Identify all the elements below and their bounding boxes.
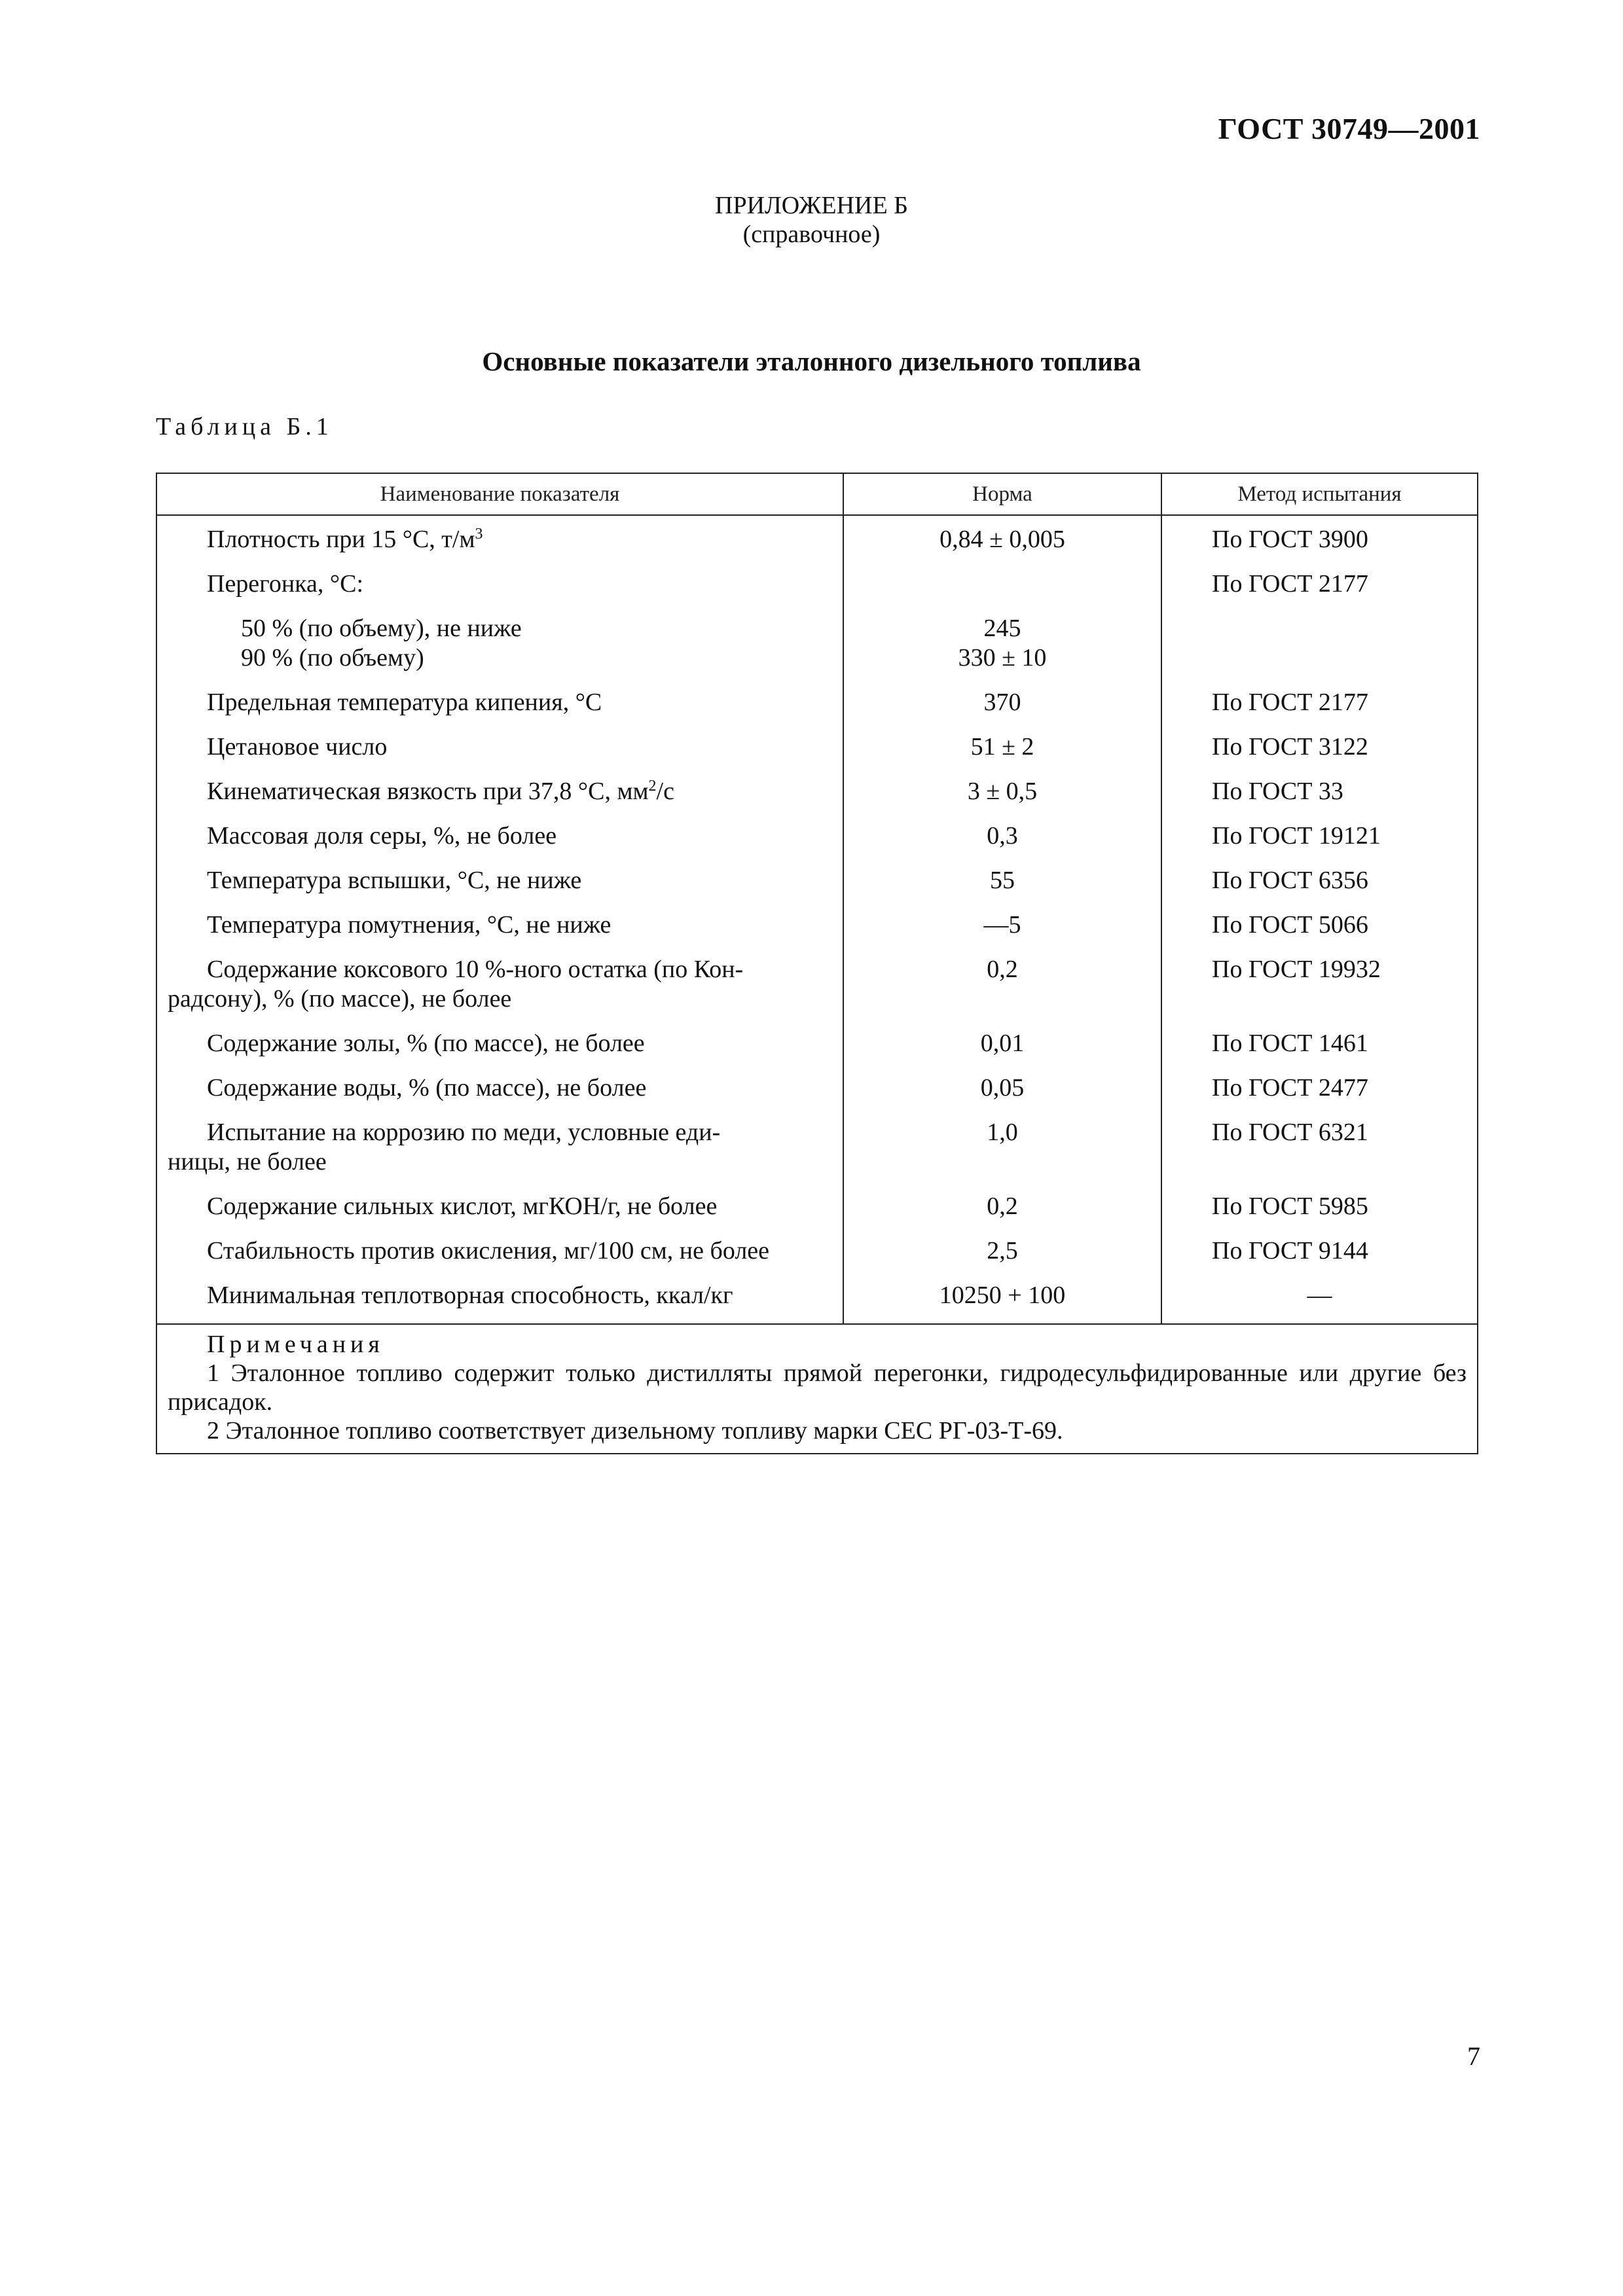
- row-norm: 51 ± 2: [843, 725, 1161, 770]
- table-row: [157, 859, 1477, 903]
- row-norm: 0,84 ± 0,005: [843, 515, 1161, 562]
- row-norm: —5: [843, 903, 1161, 948]
- row-norm: 0,01: [843, 1022, 1161, 1066]
- row-name: Перегонка, °С:: [207, 570, 364, 598]
- table-row: [157, 770, 1477, 814]
- row-norm: 370: [843, 681, 1161, 725]
- table-row: [157, 1022, 1477, 1066]
- row-method: По ГОСТ 19932: [1161, 948, 1477, 1022]
- table-row: [157, 1185, 1477, 1229]
- row-name: 50 % (по объему), не ниже 90 % (по объему): [241, 615, 522, 672]
- row-name: Массовая доля серы, %, не более: [207, 822, 557, 850]
- row-method: По ГОСТ 6321: [1161, 1111, 1477, 1185]
- fuel-properties-table: [156, 473, 1478, 1454]
- table-row: [157, 1229, 1477, 1274]
- row-method: По ГОСТ 3900: [1161, 515, 1477, 562]
- row-norm: 0,2: [843, 1185, 1161, 1229]
- table-row: [157, 948, 1477, 1022]
- row-norm: 0,3: [843, 814, 1161, 859]
- row-name: Содержание сильных кислот, мгКОН/г, не более: [207, 1193, 718, 1220]
- row-method: —: [1161, 1274, 1477, 1323]
- row-name: Предельная температура кипения, °С: [207, 689, 602, 716]
- note-item: 2 Эталонное топливо соответствует дизельному топливу марки СЕС РГ-03-Т-69.: [207, 1417, 1063, 1444]
- row-name: Температура помутнения, °С, не ниже: [207, 911, 611, 939]
- table-label: Таблица Б.1: [156, 413, 333, 440]
- row-method: По ГОСТ 1461: [1161, 1022, 1477, 1066]
- row-method: По ГОСТ 5066: [1161, 903, 1477, 948]
- row-method: По ГОСТ 6356: [1161, 859, 1477, 903]
- appendix-subtitle: (справочное): [742, 221, 881, 248]
- row-name: Стабильность против окисления, мг/100 см, не более: [207, 1237, 770, 1265]
- row-norm: 55: [843, 859, 1161, 903]
- row-name: Минимальная теплотворная способность, ккал/кг: [207, 1282, 733, 1309]
- appendix-heading: [0, 191, 1623, 249]
- table-row: [157, 607, 1477, 681]
- document-title: Основные показатели эталонного дизельного топлива: [482, 346, 1141, 376]
- row-name: Кинематическая вязкость при 37,8 °С, $мм^2/с$: [207, 778, 674, 805]
- row-name: Содержание золы, % (по массе), не более: [207, 1030, 645, 1057]
- header-method: Метод испытания: [1161, 474, 1477, 515]
- row-method: По ГОСТ 2477: [1161, 1066, 1477, 1111]
- notes-title: Примечания: [207, 1331, 384, 1358]
- row-norm: 10250 + 100: [843, 1274, 1161, 1323]
- table-notes: [157, 1323, 1477, 1453]
- row-norm: 1,0: [843, 1111, 1161, 1185]
- row-name: Плотность при 15 °С, $т/м^3$: [207, 526, 483, 553]
- table-row: [157, 1111, 1477, 1185]
- row-norm: 0,2: [843, 948, 1161, 1022]
- row-method: По ГОСТ 3122: [1161, 725, 1477, 770]
- row-norm: [843, 562, 1161, 607]
- table-row: [157, 681, 1477, 725]
- appendix-title: ПРИЛОЖЕНИЕ Б: [715, 192, 908, 219]
- table-row: [157, 1066, 1477, 1111]
- table-row: [157, 903, 1477, 948]
- table-row: [157, 1274, 1477, 1323]
- page-number: 7: [1467, 2041, 1480, 2071]
- row-name: Содержание коксового 10 %-ного остатка (по Кон- радсону), % (по массе), не более: [168, 956, 744, 1013]
- header-name: Наименование показателя: [157, 474, 843, 515]
- row-name: Содержание воды, % (по массе), не более: [207, 1074, 647, 1102]
- row-norm: 0,05: [843, 1066, 1161, 1111]
- row-method: По ГОСТ 19121: [1161, 814, 1477, 859]
- table-row: [157, 814, 1477, 859]
- row-norm: 245 330 ± 10: [843, 607, 1161, 681]
- table-row: [157, 725, 1477, 770]
- table-header-row: [157, 474, 1477, 515]
- row-method: По ГОСТ 9144: [1161, 1229, 1477, 1274]
- row-method: По ГОСТ 2177: [1161, 681, 1477, 725]
- header-norm: Норма: [843, 474, 1161, 515]
- row-name: Испытание на коррозию по меди, условные еди- ницы, не более: [168, 1119, 721, 1175]
- note-item: 1 Эталонное топливо содержит только дистилляты прямой перегонки, гидродесульфидированные или другие без присадок.: [168, 1359, 1467, 1416]
- row-method: [1161, 607, 1477, 681]
- table-row: [157, 562, 1477, 607]
- row-method: По ГОСТ 33: [1161, 770, 1477, 814]
- row-name: Цетановое число: [207, 733, 388, 761]
- row-norm: 2,5: [843, 1229, 1161, 1274]
- row-method: По ГОСТ 2177: [1161, 562, 1477, 607]
- row-method: По ГОСТ 5985: [1161, 1185, 1477, 1229]
- row-norm: 3 ± 0,5: [843, 770, 1161, 814]
- table-row: [157, 515, 1477, 562]
- document-code: ГОСТ 30749—2001: [1218, 112, 1480, 145]
- row-name: Температура вспышки, °С, не ниже: [207, 867, 582, 894]
